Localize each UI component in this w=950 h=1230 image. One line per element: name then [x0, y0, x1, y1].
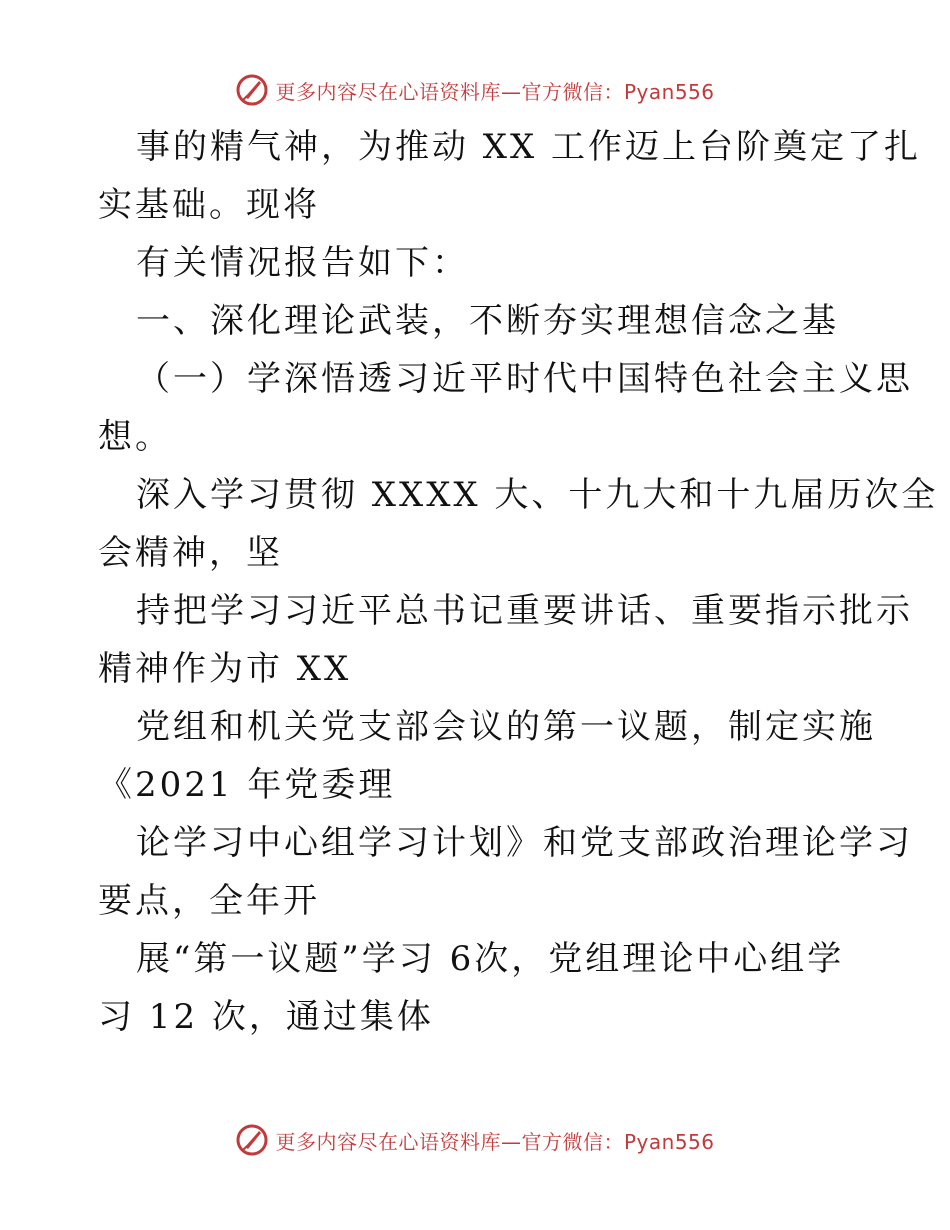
- footer-wechat-id: Pyan556: [623, 1129, 715, 1154]
- body-line-5: （一）学深悟透习近平时代中国特色社会主义思: [136, 359, 913, 399]
- body-line-7: 深入学习贯彻 XXXX 大、十九大和十九届历次全: [136, 475, 939, 515]
- body-line-4: 一、深化理论武装，不断夯实理想信念之基: [136, 301, 839, 341]
- body-line-15: 展“第一议题”学习 6次，党组理论中心组学: [136, 939, 845, 979]
- header-banner: [0, 70, 950, 110]
- body-line-10: 精神作为市 XX: [98, 649, 352, 689]
- body-line-6: 想。: [98, 417, 172, 457]
- body-line-11: 党组和机关党支部会议的第一议题，制定实施: [136, 707, 876, 747]
- body-line-13: 论学习中心组学习计划》和党支部政治理论学习: [136, 823, 913, 863]
- header-banner-text: 更多内容尽在心语资料库—官方微信：: [275, 79, 624, 104]
- body-line-8: 会精神，坚: [98, 533, 283, 573]
- body-line-1: 事的精气神，为推动 XX 工作迈上台阶奠定了扎: [136, 127, 922, 167]
- body-line-9: 持把学习习近平总书记重要讲话、重要指示批示: [136, 591, 913, 631]
- body-line-12: 《2021 年党委理: [98, 765, 396, 805]
- footer-banner: [0, 1120, 950, 1160]
- header-wechat-id: Pyan556: [623, 79, 715, 104]
- body-line-2: 实基础。现将: [98, 185, 320, 225]
- body-line-3: 有关情况报告如下：: [136, 243, 469, 283]
- footer-banner-text: 更多内容尽在心语资料库—官方微信：: [275, 1129, 624, 1154]
- body-line-16: 习 12 次，通过集体: [98, 997, 434, 1037]
- quill-seal-icon: [235, 1123, 269, 1157]
- body-line-14: 要点，全年开: [98, 881, 320, 921]
- document-body: [98, 118, 939, 1046]
- quill-seal-icon: [235, 73, 269, 107]
